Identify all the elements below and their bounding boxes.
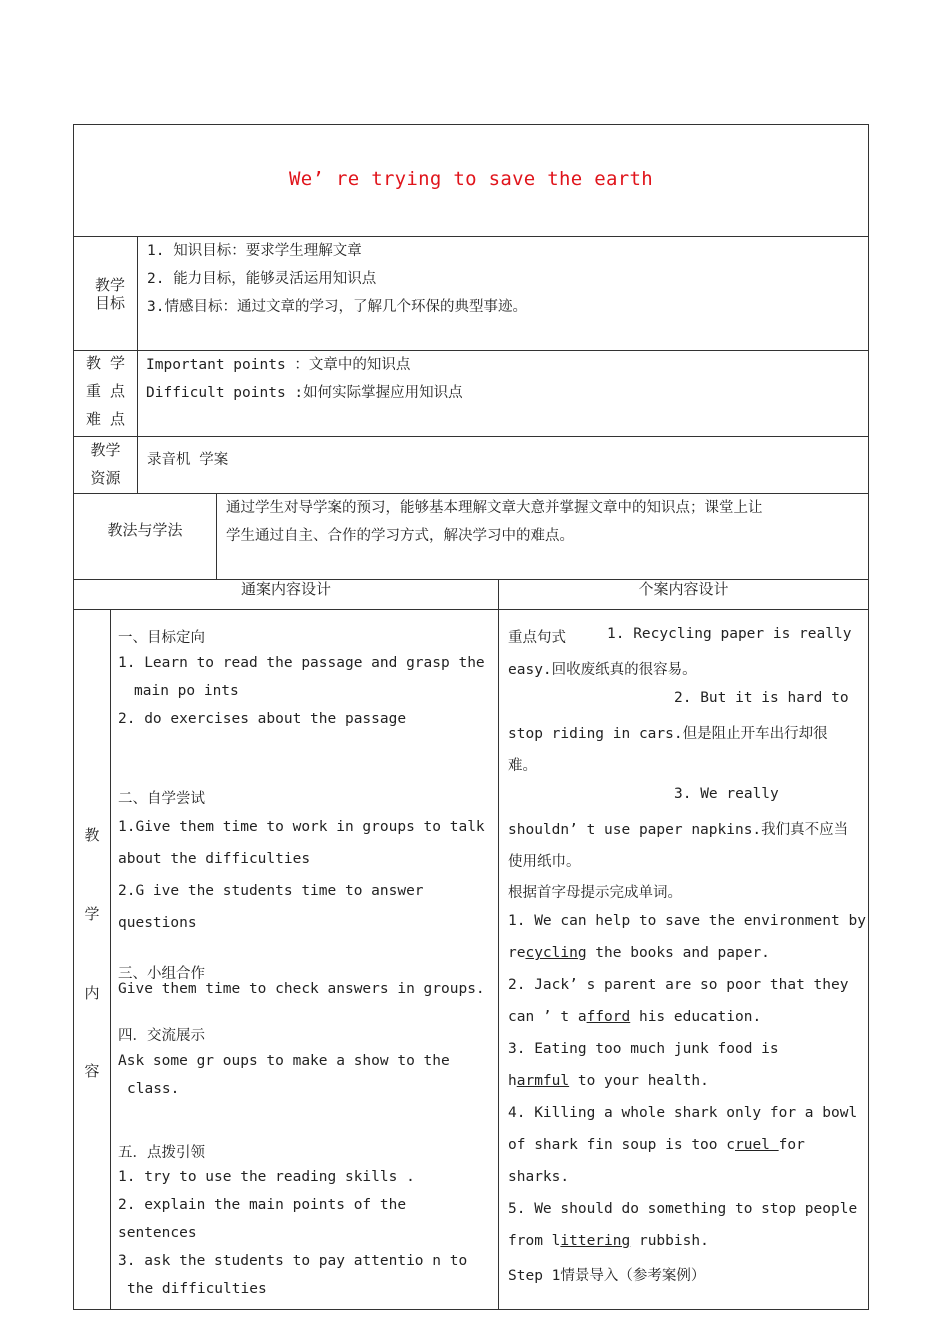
key-sentences-heading: 重点句式	[508, 630, 566, 646]
exercise-line	[508, 1233, 709, 1249]
sentence-line: 3. We really	[674, 786, 779, 802]
exercise-text: re	[508, 945, 526, 961]
exercise-answer: ruel	[734, 1137, 779, 1153]
key-points-label-line: 重 点	[85, 382, 126, 400]
left-line: Give them time to check answers in groups.	[118, 981, 485, 997]
exercise-text: the books and paper.	[586, 945, 770, 961]
exercise-line	[508, 945, 770, 961]
exercise-text: for	[778, 1137, 805, 1153]
common-design-header: 通案内容设计	[240, 580, 331, 598]
section-heading: 三、小组合作	[118, 966, 205, 982]
left-line: 3. ask the students to pay attentio n to	[118, 1253, 468, 1269]
methods-label: 教法与学法	[107, 521, 183, 539]
content-label-char: 内	[84, 984, 100, 1002]
exercise-text: rubbish.	[630, 1233, 709, 1249]
exercise-answer: cycling	[525, 945, 587, 961]
objectives-line: 2. 能力目标，能够灵活运用知识点	[147, 271, 377, 287]
center-column-divider	[498, 579, 499, 1310]
table-bottom-border	[73, 1309, 869, 1310]
exercise-line: 3. Eating too much junk food is	[508, 1041, 779, 1057]
left-line: sentences	[118, 1225, 197, 1241]
left-line: the difficulties	[127, 1281, 267, 1297]
objectives-line: 1. 知识目标：要求学生理解文章	[147, 243, 362, 259]
resources-label-line: 教学	[90, 441, 121, 459]
page-title: We’ re trying to save the earth	[289, 168, 653, 190]
section-heading: 一、目标定向	[118, 630, 205, 646]
exercise-text: from l	[508, 1233, 561, 1249]
left-line: 2.G ive the students time to answer	[118, 883, 424, 899]
resources-label	[74, 436, 137, 492]
content-label-char: 容	[84, 1062, 100, 1080]
key-points-label-line: 难 点	[85, 410, 126, 428]
step-line: Step 1情景导入（参考案例）	[508, 1268, 706, 1284]
section-heading: 五．点拨引领	[118, 1145, 205, 1161]
left-line: main po ints	[134, 683, 239, 699]
left-line: questions	[118, 915, 197, 931]
exercise-text: his education.	[630, 1009, 762, 1025]
left-line: 2. do exercises about the passage	[118, 711, 407, 727]
exercise-line: 1. We can help to save the environment by	[508, 913, 866, 929]
left-line: 1. Learn to read the passage and grasp the	[118, 655, 485, 671]
objectives-line: 3.情感目标：通过文章的学习，了解几个环保的典型事迹。	[147, 299, 527, 315]
exercise-line	[508, 1073, 709, 1089]
table-left-border	[73, 124, 74, 1310]
key-points-label-line: 教 学	[85, 354, 126, 372]
left-line: 1.Give them time to work in groups to talk	[118, 819, 485, 835]
sentence-line: 使用纸巾。	[508, 854, 581, 870]
objectives-label: 教学目标	[94, 276, 125, 312]
key-points-label	[74, 349, 137, 433]
sentence-line: 1. Recycling paper is really	[607, 626, 852, 642]
exercise-text: h	[508, 1073, 517, 1089]
exercise-answer: fford	[586, 1009, 631, 1025]
sentence-line: 2. But it is hard to	[674, 690, 849, 706]
exercise-answer: armful	[516, 1073, 570, 1089]
row-divider	[73, 436, 869, 437]
sentence-line: 难。	[508, 758, 537, 774]
sentence-line: easy.回收废纸真的很容易。	[508, 662, 697, 678]
exercise-line: 2. Jack’ s parent are so poor that they	[508, 977, 849, 993]
exercise-instruction: 根据首字母提示完成单词。	[508, 885, 682, 901]
resources-label-line: 资源	[90, 469, 121, 487]
content-label-divider	[110, 609, 111, 1310]
methods-line: 学生通过自主、合作的学习方式，解决学习中的难点。	[226, 528, 574, 544]
exercise-line	[508, 1009, 761, 1025]
exercise-line: 5. We should do something to stop people	[508, 1201, 858, 1217]
left-line: class.	[127, 1081, 180, 1097]
exercise-line: 4. Killing a whole shark only for a bowl	[508, 1105, 858, 1121]
row-divider	[73, 609, 869, 610]
left-line: Ask some gr oups to make a show to the	[118, 1053, 450, 1069]
methods-line: 通过学生对导学案的预习，能够基本理解文章大意并掌握文章中的知识点；课堂上让	[226, 500, 763, 516]
exercise-line	[508, 1137, 805, 1153]
sentence-line: stop riding in cars.但是阻止开车出行却很	[508, 726, 828, 742]
sentence-line: shouldn’ t use paper napkins.我们真不应当	[508, 822, 849, 838]
left-line: 1. try to use the reading skills .	[118, 1169, 415, 1185]
exercise-line: sharks.	[508, 1169, 570, 1185]
table-top-border	[73, 124, 869, 125]
label-column-divider	[137, 236, 138, 494]
important-points: Important points ：文章中的知识点	[146, 357, 411, 373]
section-heading: 四．交流展示	[118, 1028, 205, 1044]
section-heading: 二、自学尝试	[118, 791, 205, 807]
content-label-char: 教	[84, 826, 100, 844]
exercise-answer: ittering	[560, 1233, 631, 1249]
left-line: 2. explain the main points of the	[118, 1197, 407, 1213]
label-column-divider	[216, 493, 217, 580]
resources-text: 录音机 学案	[147, 452, 229, 468]
content-label-char: 学	[84, 905, 100, 923]
left-line: about the difficulties	[118, 851, 311, 867]
exercise-text: to your health.	[569, 1073, 709, 1089]
difficult-points: Difficult points :如何实际掌握应用知识点	[146, 385, 463, 401]
exercise-text: of shark fin soup is too c	[508, 1137, 735, 1153]
table-right-border	[868, 124, 869, 1310]
exercise-text: can ’ t a	[508, 1009, 587, 1025]
individual-design-header: 个案内容设计	[638, 580, 729, 598]
